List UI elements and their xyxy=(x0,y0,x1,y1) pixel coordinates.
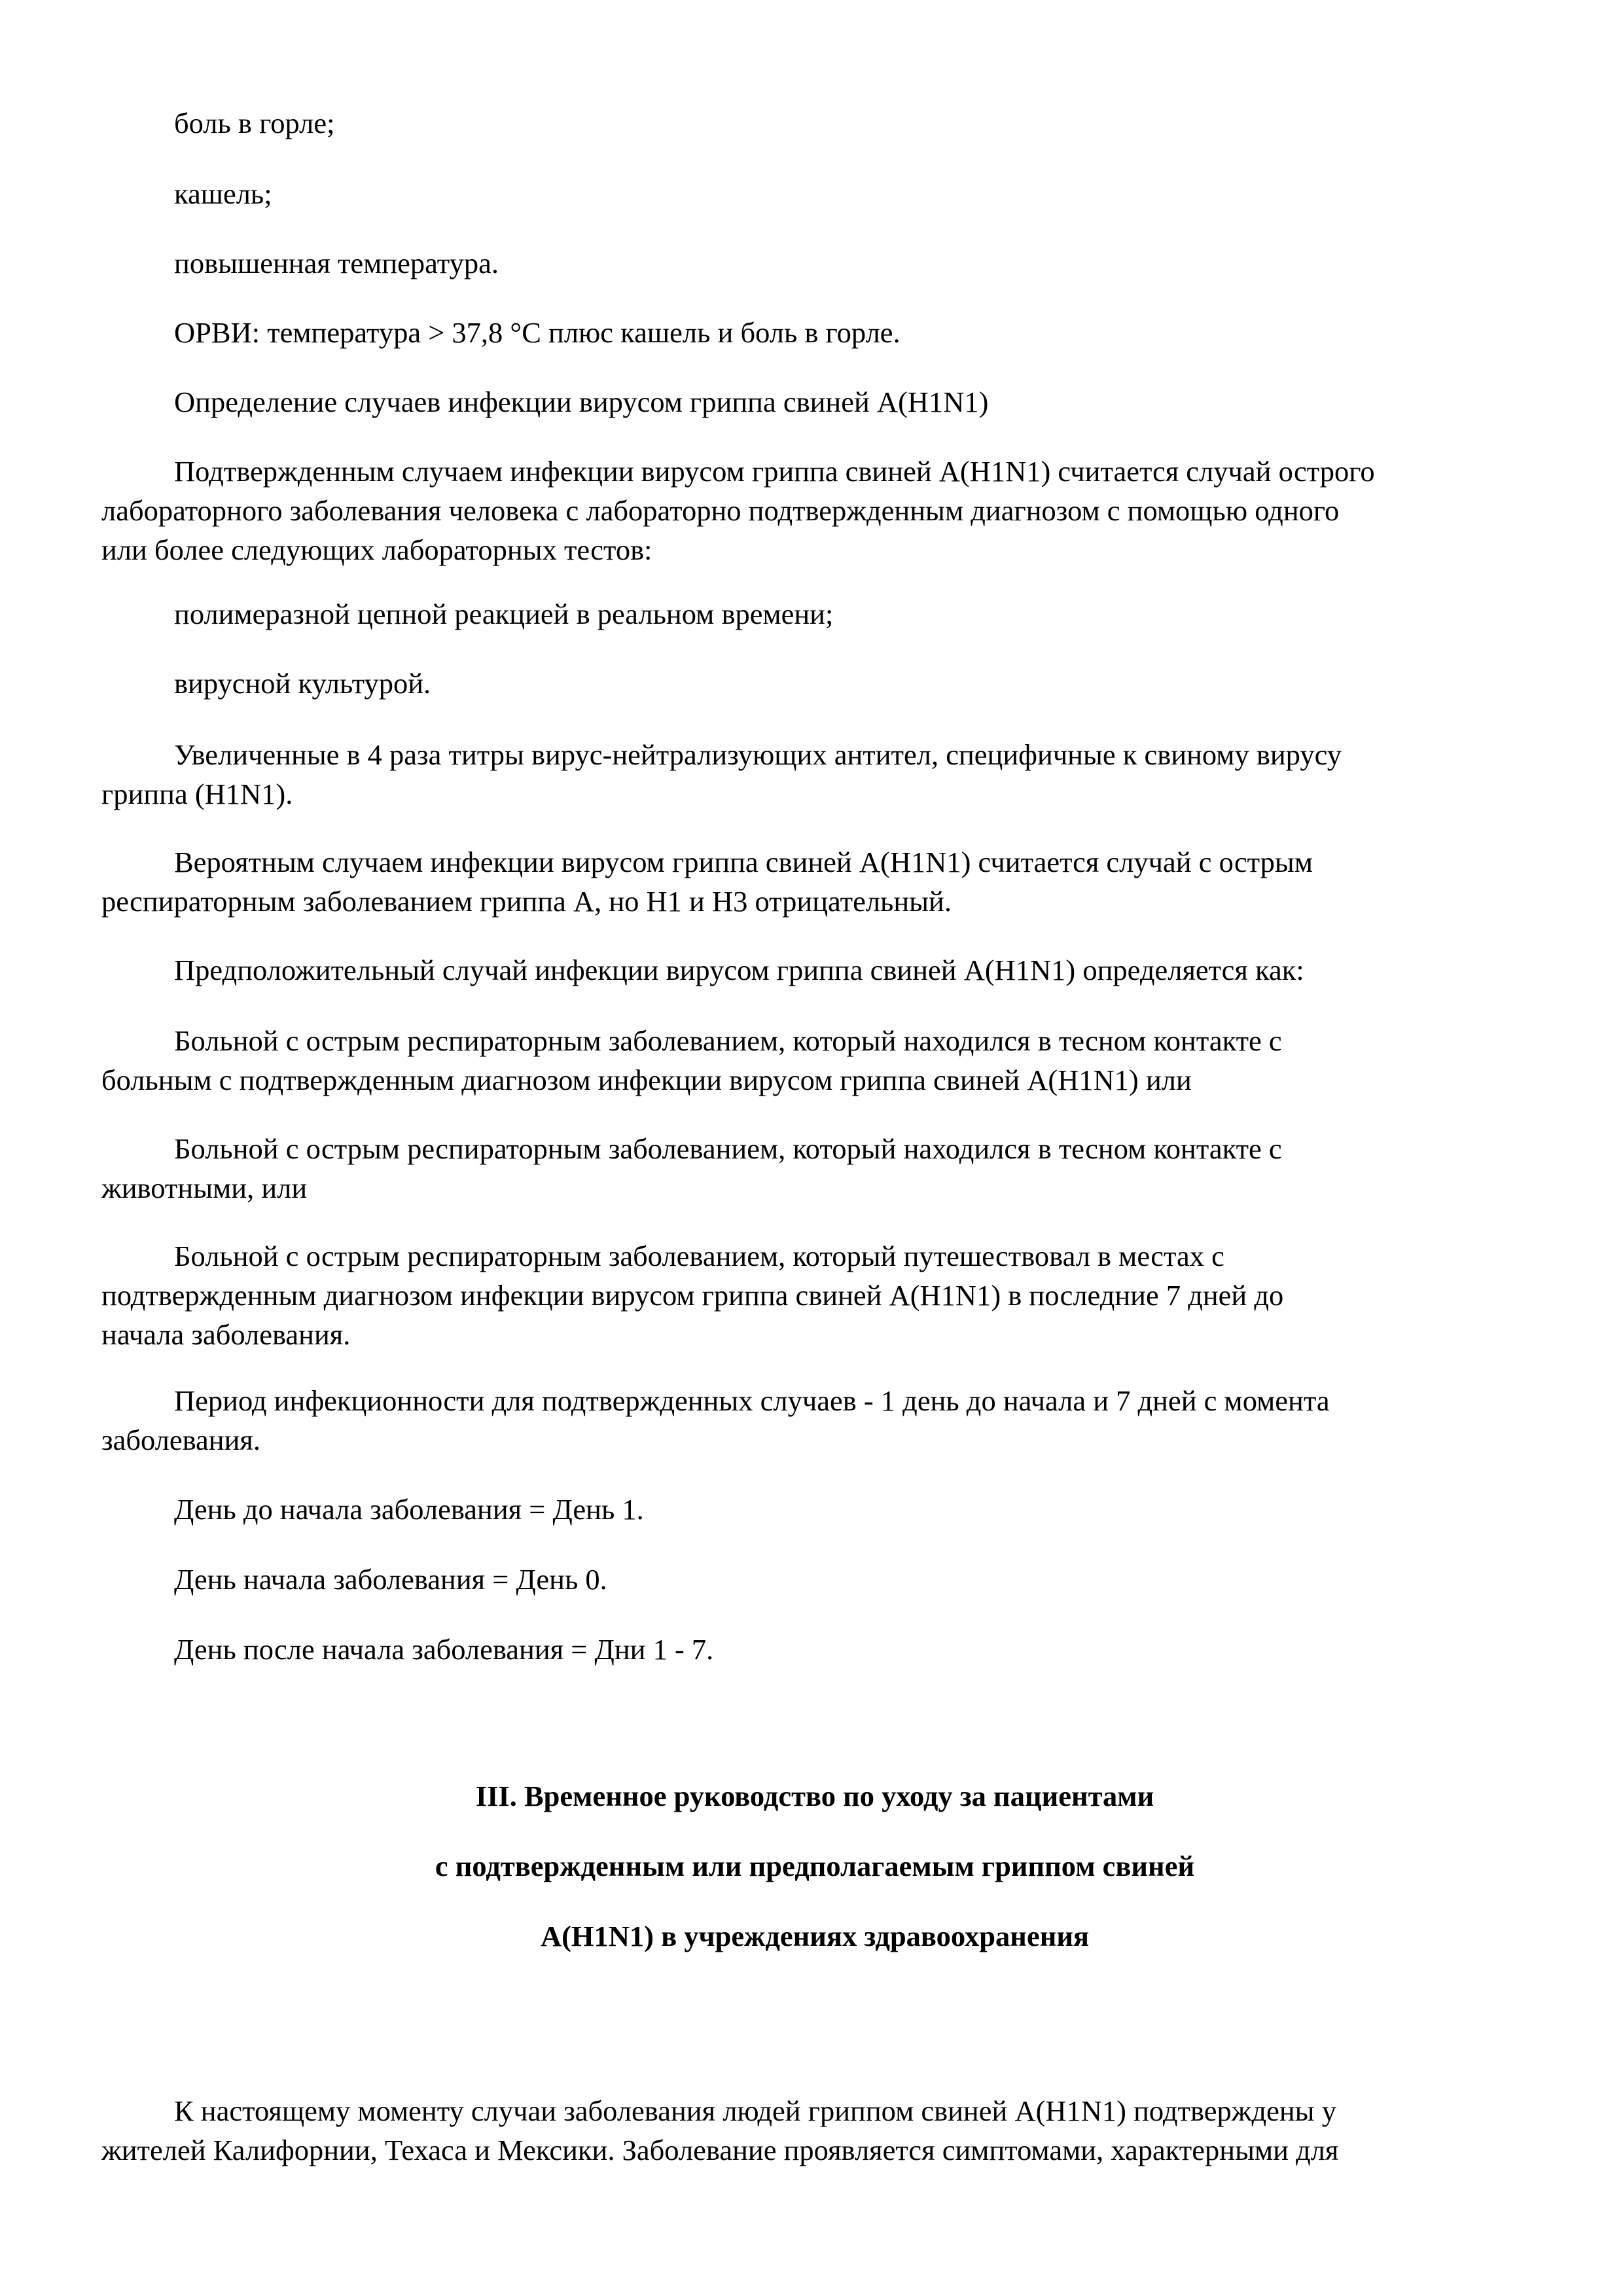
list-item: боль в горле; xyxy=(174,107,335,139)
test-item: полимеразной цепной реакцией в реальном времени; xyxy=(174,598,834,630)
day-definition: День после начала заболевания = Дни 1 - 7. xyxy=(174,1633,714,1666)
list-item: повышенная температура. xyxy=(174,247,499,279)
infectious-period-paragraph: Период инфекционности для подтвержденных случаев - 1 день до начала и 7 дней с момента заболевания. xyxy=(101,1384,1330,1456)
section-heading: с подтвержденным или предполагаемым гриппом свиней xyxy=(435,1850,1195,1882)
confirmed-case-paragraph: Подтвержденным случаем инфекции вирусом гриппа свиней А(H1N1) считается случай острого лабораторного заболевания человека с лабораторно подтвержденным диагнозом с помощью одного или более следующих лабораторных тестов: xyxy=(101,455,1375,566)
day-definition: День до начала заболевания = День 1. xyxy=(174,1493,644,1526)
test-item: вирусной культурой. xyxy=(174,667,431,700)
suspected-paragraph: Больной с острым респираторным заболеванием, который путешествовал в местах с подтвержденным диагнозом инфекции вирусом гриппа свиней А(H1N1) в последние 7 дней до начала заболевания. xyxy=(101,1240,1284,1351)
orvi-paragraph: ОРВИ: температура > 37,8 °С плюс кашель и боль в горле. xyxy=(174,316,901,349)
probable-case-paragraph: Вероятным случаем инфекции вирусом гриппа свиней А(H1N1) считается случай с острым респираторным заболеванием гриппа А, но H1 и H3 отрицательный. xyxy=(101,846,1313,918)
final-paragraph: К настоящему моменту случаи заболевания людей гриппом свиней А(H1N1) подтверждены у жителей Калифорнии, Техаса и Мексики. Заболевание проявляется симптомами, характерными для xyxy=(101,2094,1339,2166)
day-definition: День начала заболевания = День 0. xyxy=(174,1563,607,1596)
list-item: кашель; xyxy=(174,177,272,210)
section-heading: III. Временное руководство по уходу за пациентами xyxy=(475,1780,1154,1812)
definition-title: Определение случаев инфекции вирусом гриппа свиней А(H1N1) xyxy=(174,386,989,418)
suspected-paragraph: Больной с острым респираторным заболеванием, который находился в тесном контакте с животными, или xyxy=(101,1132,1282,1204)
section-heading: А(H1N1) в учреждениях здравоохранения xyxy=(540,1920,1090,1952)
suspected-paragraph: Больной с острым респираторным заболеванием, который находился в тесном контакте с больным с подтвержденным диагнозом инфекции вирусом гриппа свиней А(H1N1) или xyxy=(101,1024,1282,1096)
suspected-intro: Предположительный случай инфекции вирусом гриппа свиней А(H1N1) определяется как: xyxy=(174,954,1304,986)
titers-paragraph: Увеличенные в 4 раза титры вирус-нейтрализующих антител, специфичные к свиному вирусу гриппа (H1N1). xyxy=(101,738,1342,810)
